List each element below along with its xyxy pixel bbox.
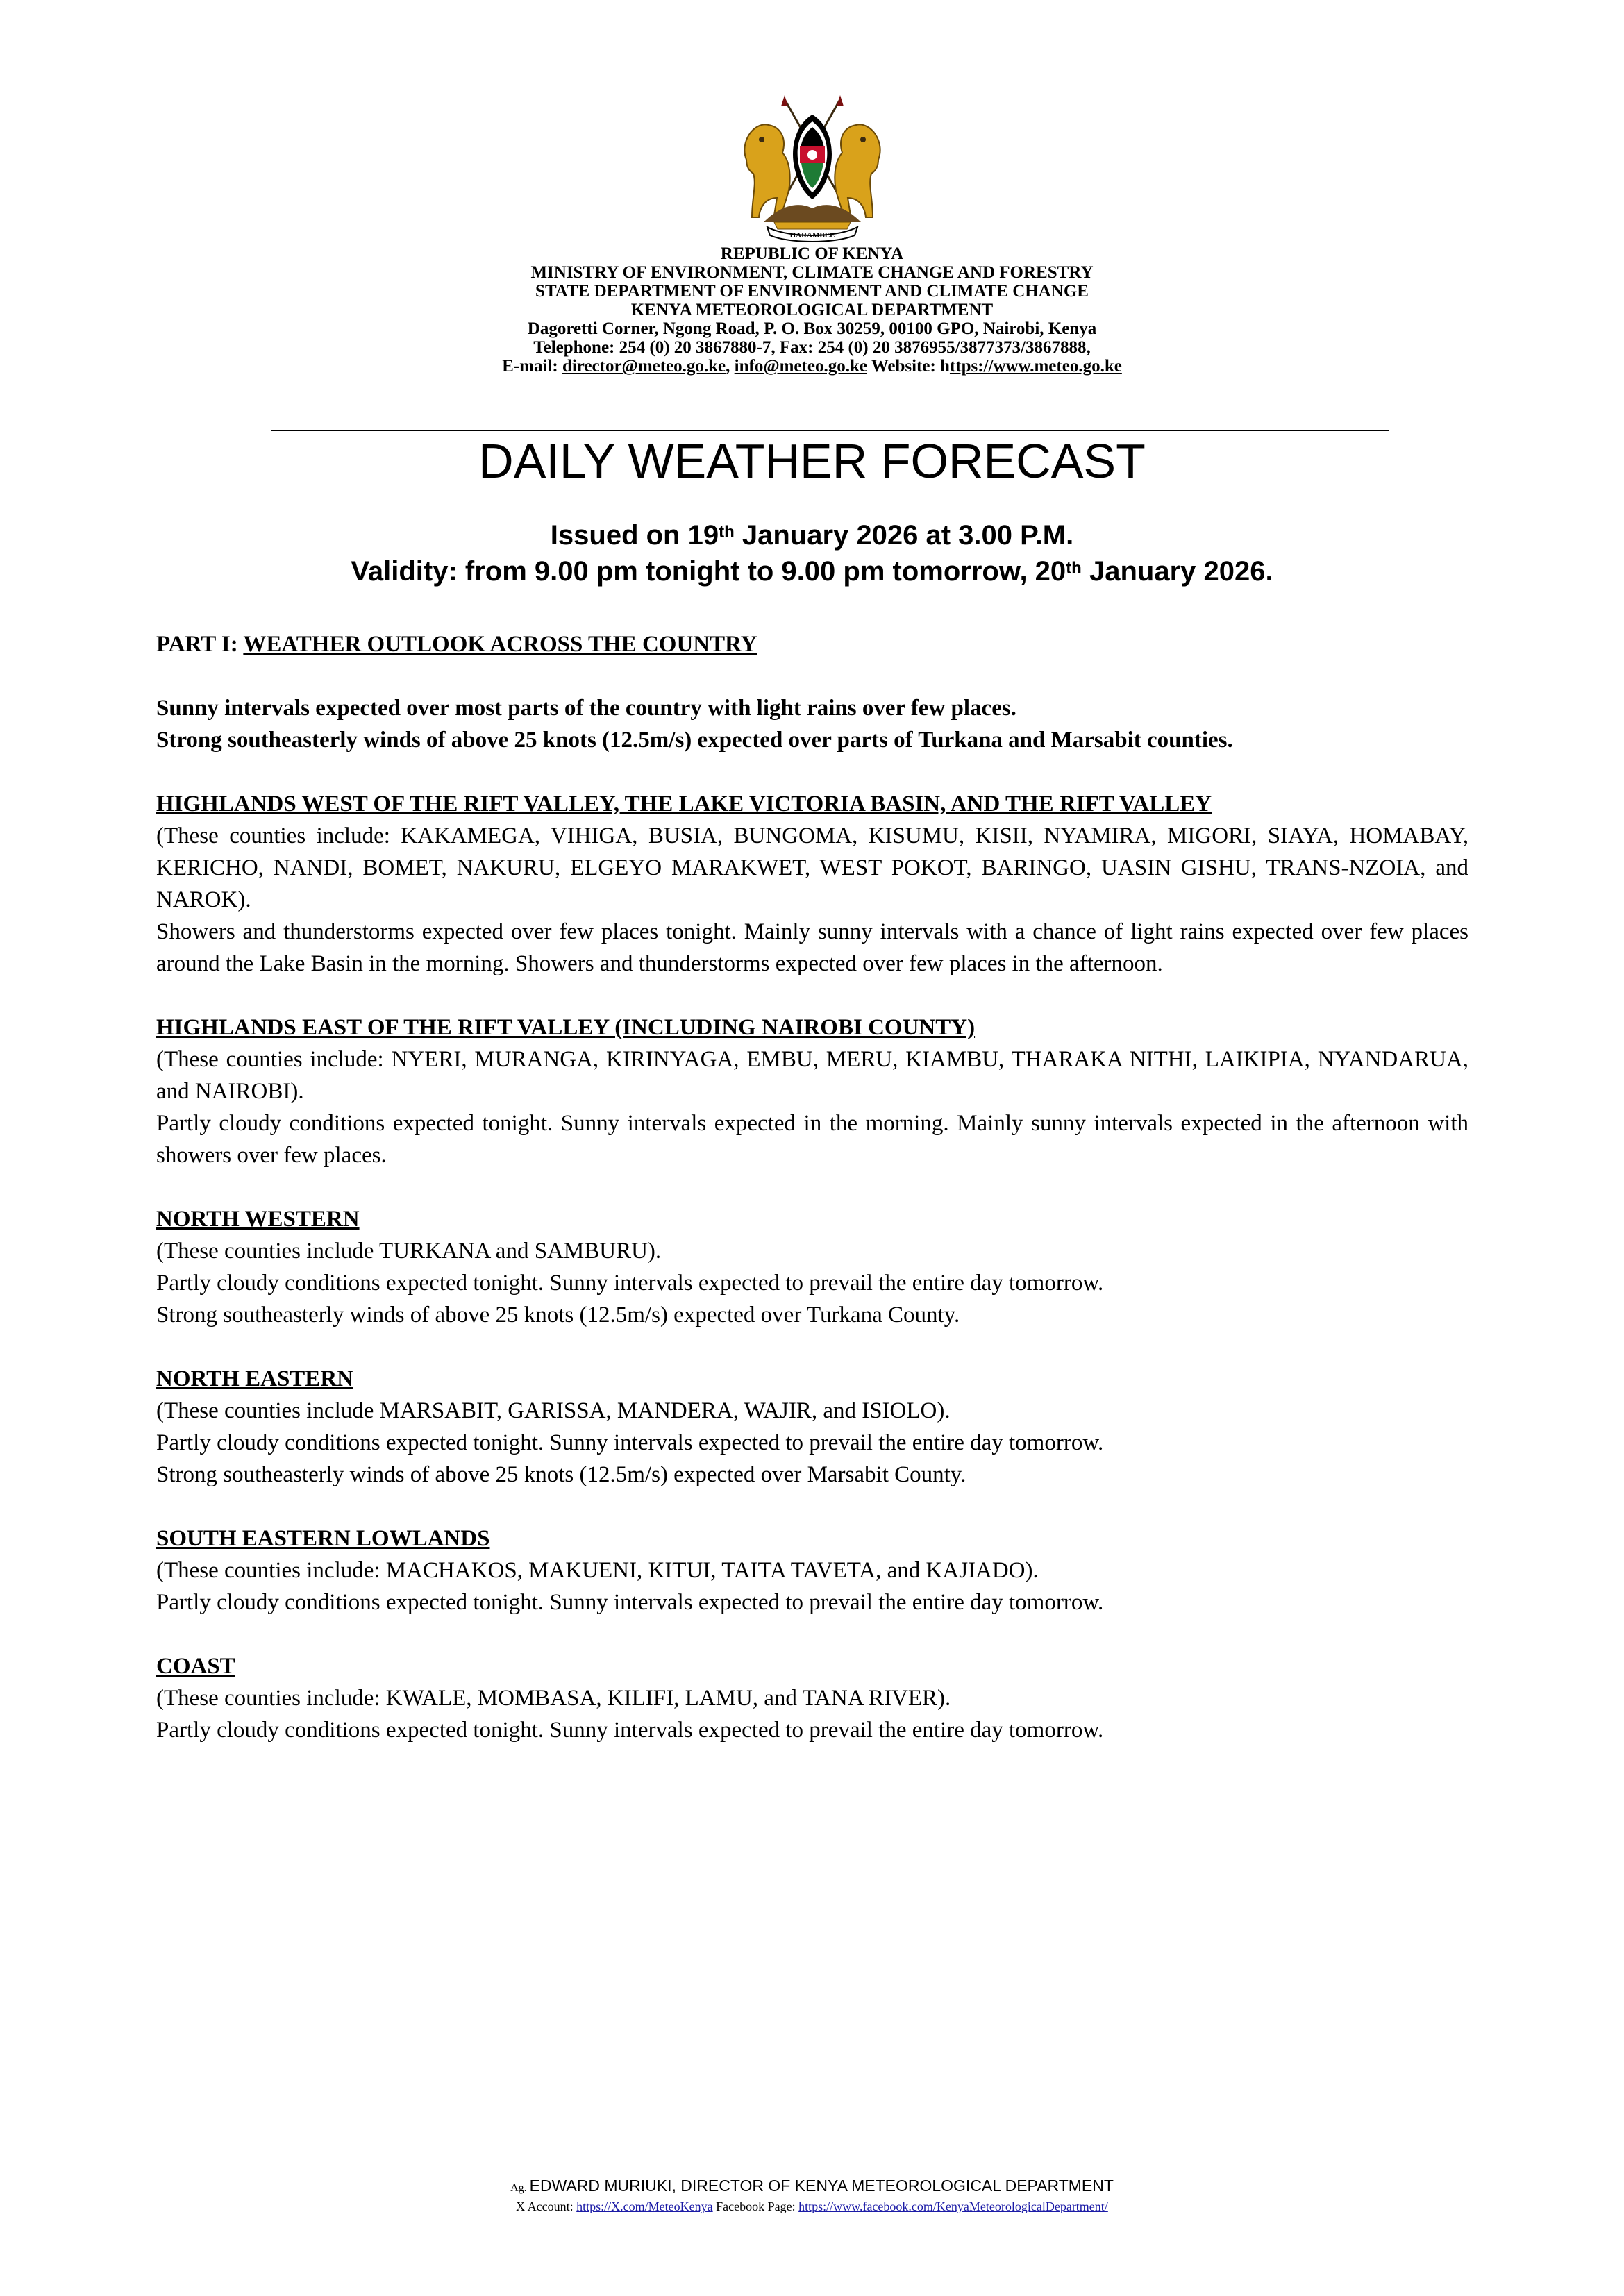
header-divider bbox=[271, 430, 1389, 431]
letterhead bbox=[0, 244, 1624, 376]
issued-ordinal: th bbox=[719, 523, 735, 542]
issue-info bbox=[0, 517, 1624, 589]
national-summary bbox=[156, 692, 1468, 756]
region-north-eastern bbox=[156, 1363, 1468, 1491]
validity-ordinal: th bbox=[1066, 559, 1082, 578]
validity-prefix: Validity: from 9.00 pm tonight to 9.00 pm tomorrow, 20 bbox=[351, 556, 1066, 587]
issued-suffix: January 2026 at 3.00 P.M. bbox=[734, 520, 1074, 551]
email-label: E-mail: bbox=[502, 357, 562, 376]
letterhead-telephone: Telephone: 254 (0) 20 3867880-7, Fax: 254 (0) 20 3876955/3877373/3867888, bbox=[533, 338, 1091, 357]
website-label: Website: h bbox=[867, 357, 950, 376]
x-account-label: X Account: bbox=[516, 2199, 577, 2213]
region-highlands-east bbox=[156, 1012, 1468, 1171]
summary-line-2: Strong southeasterly winds of above 25 knots (12.5m/s) expected over parts of Turkana and Marsabit counties. bbox=[156, 728, 1233, 753]
region-forecast: Partly cloudy conditions expected tonight. Sunny intervals expected in the morning. Mainly sunny intervals expected in the afternoon with showers over few places. bbox=[156, 1111, 1468, 1168]
region-counties: (These counties include: MACHAKOS, MAKUENI, KITUI, TAITA TAVETA, and KAJIADO). bbox=[156, 1558, 1039, 1583]
issued-line bbox=[0, 517, 1624, 553]
validity-line bbox=[0, 553, 1624, 589]
region-counties: (These counties include: NYERI, MURANGA, KIRINYAGA, EMBU, MERU, KIAMBU, THARAKA NITHI, LAIKIPIA, NYANDARUA, and NAIROBI). bbox=[156, 1047, 1468, 1104]
region-heading: NORTH EASTERN bbox=[156, 1366, 353, 1391]
region-coast bbox=[156, 1650, 1468, 1746]
validity-suffix: January 2026. bbox=[1081, 556, 1273, 587]
region-heading: NORTH WESTERN bbox=[156, 1207, 360, 1232]
website-link[interactable]: ttps://www.meteo.go.ke bbox=[949, 357, 1122, 376]
letterhead-ministry: MINISTRY OF ENVIRONMENT, CLIMATE CHANGE AND FORESTRY bbox=[530, 263, 1094, 282]
region-forecast: Showers and thunderstorms expected over few places tonight. Mainly sunny intervals with a chance of light rains expected over few places around the Lake Basin in the morning. Showers and thunderstorms expected over few places in the afternoon. bbox=[156, 919, 1468, 976]
region-counties: (These counties include: KAKAMEGA, VIHIGA, BUSIA, BUNGOMA, KISUMU, KISII, NYAMIRA, MIGORI, SIAYA, HOMABAY, KERICHO, NANDI, BOMET, NAKURU, ELGEYO MARAKWET, WEST POKOT, BARINGO, UASIN GISHU, TRANS-NZOIA, and NAROK). bbox=[156, 823, 1468, 912]
region-forecast: Partly cloudy conditions expected tonight. Sunny intervals expected to prevail the entire day tomorrow. bbox=[156, 1590, 1104, 1615]
region-forecast: Partly cloudy conditions expected tonight. Sunny intervals expected to prevail the entire day tomorrow. bbox=[156, 1718, 1104, 1743]
region-south-eastern-lowlands bbox=[156, 1523, 1468, 1618]
part-one-heading: WEATHER OUTLOOK ACROSS THE COUNTRY bbox=[243, 632, 757, 657]
crest-motto: HARAMBEE bbox=[789, 231, 835, 240]
facebook-page-label: Facebook Page: bbox=[712, 2199, 799, 2213]
region-north-western bbox=[156, 1203, 1468, 1331]
region-counties: (These counties include TURKANA and SAMBURU). bbox=[156, 1239, 662, 1264]
facebook-page-link[interactable]: https://www.facebook.com/KenyaMeteorologicalDepartment/ bbox=[798, 2199, 1108, 2213]
social-links bbox=[0, 2198, 1624, 2215]
summary-line-1: Sunny intervals expected over most parts of the country with light rains over few places. bbox=[156, 696, 1016, 721]
region-heading: HIGHLANDS EAST OF THE RIFT VALLEY (INCLUDING NAIROBI COUNTY) bbox=[156, 1015, 976, 1040]
issued-prefix: Issued on 19 bbox=[550, 520, 719, 551]
letterhead-contacts bbox=[0, 357, 1624, 376]
region-forecast: Partly cloudy conditions expected tonight. Sunny intervals expected to prevail the entire day tomorrow. bbox=[156, 1271, 1104, 1296]
acting-abbreviation: Ag. bbox=[510, 2182, 530, 2194]
part-one-label: PART I: bbox=[156, 632, 244, 657]
forecast-body bbox=[156, 628, 1468, 1746]
region-forecast: Partly cloudy conditions expected tonight. Sunny intervals expected to prevail the entire day tomorrow. bbox=[156, 1430, 1104, 1455]
document-title: DAILY WEATHER FORECAST bbox=[478, 434, 1146, 488]
region-wind-warning: Strong southeasterly winds of above 25 knots (12.5m/s) expected over Marsabit County. bbox=[156, 1462, 966, 1487]
email-separator: , bbox=[726, 357, 735, 376]
letterhead-department: KENYA METEOROLOGICAL DEPARTMENT bbox=[630, 301, 994, 319]
x-account-link[interactable]: https://X.com/MeteoKenya bbox=[576, 2199, 713, 2213]
director-signature bbox=[0, 2176, 1624, 2198]
letterhead-state-department: STATE DEPARTMENT OF ENVIRONMENT AND CLIMATE CHANGE bbox=[535, 282, 1089, 301]
region-counties: (These counties include MARSABIT, GARISSA, MANDERA, WAJIR, and ISIOLO). bbox=[156, 1398, 951, 1423]
email-link-director[interactable]: director@meteo.go.ke bbox=[562, 357, 726, 376]
letterhead-country: REPUBLIC OF KENYA bbox=[720, 244, 904, 263]
letterhead-address: Dagoretti Corner, Ngong Road, P. O. Box 30259, 00100 GPO, Nairobi, Kenya bbox=[527, 319, 1097, 338]
email-link-info[interactable]: info@meteo.go.ke bbox=[734, 357, 867, 376]
region-counties: (These counties include: KWALE, MOMBASA, KILIFI, LAMU, and TANA RIVER). bbox=[156, 1686, 951, 1711]
region-heading: HIGHLANDS WEST OF THE RIFT VALLEY, THE LAKE VICTORIA BASIN, AND THE RIFT VALLEY bbox=[156, 791, 1212, 816]
coat-of-arms-logo bbox=[726, 94, 899, 243]
signature-text: EDWARD MURIUKI, DIRECTOR OF KENYA METEOROLOGICAL DEPARTMENT bbox=[529, 2177, 1114, 2195]
footer bbox=[0, 2176, 1624, 2215]
part-one-title bbox=[156, 628, 1468, 660]
region-heading: COAST bbox=[156, 1654, 235, 1679]
region-wind-warning: Strong southeasterly winds of above 25 knots (12.5m/s) expected over Turkana County. bbox=[156, 1302, 960, 1327]
region-highlands-west bbox=[156, 788, 1468, 980]
region-heading: SOUTH EASTERN LOWLANDS bbox=[156, 1526, 490, 1551]
